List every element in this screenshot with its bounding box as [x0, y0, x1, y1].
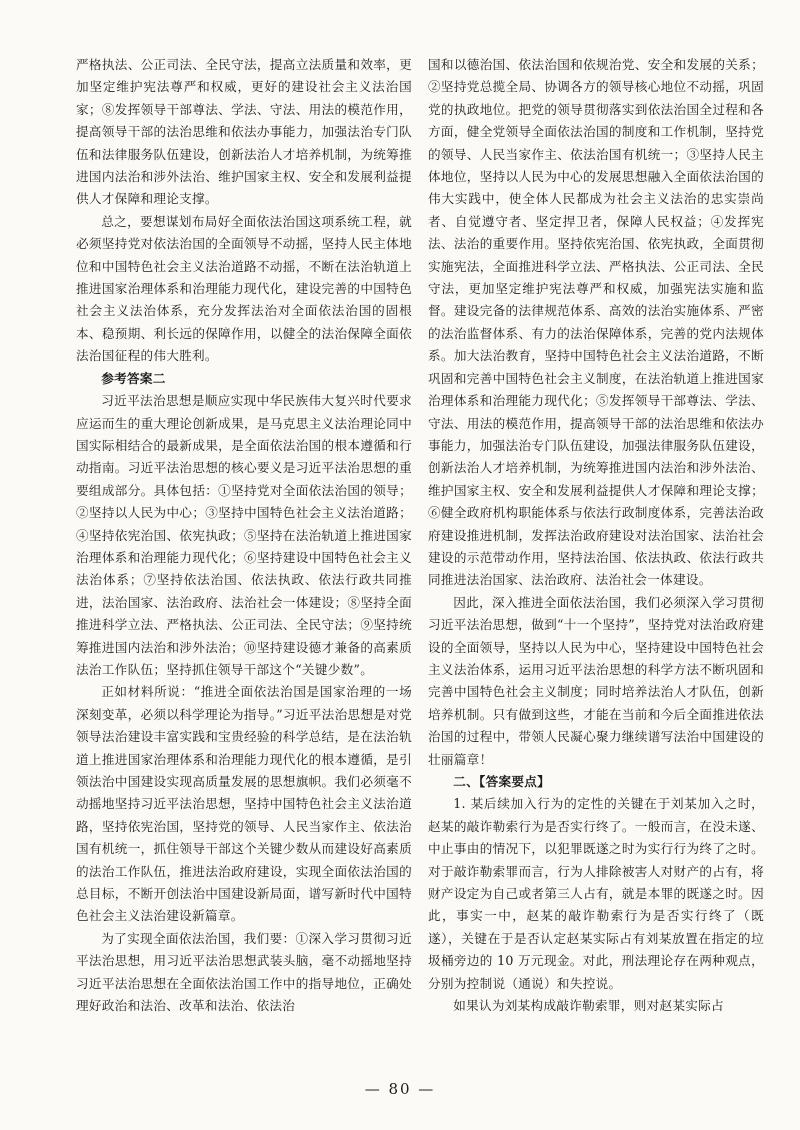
left-column — [76, 54, 412, 1017]
paragraph: 为了实现全面依法治国，我们要：①深入学习贯彻习近平法治思想，用习近平法治思想武装头脑，毫不动摇地坚持习近平法治思想在全面依法治国工作中的指导地位，正确处理好政治和法治、改革和法治、依法治 — [76, 930, 412, 1014]
section-heading: 参考答案二 — [101, 370, 166, 386]
paragraph: 1. 某后续加入行为的定性的关键在于刘某加入之时，赵某的敲诈勒索行为是否实行终了。一般而言，在没未遂、中止事由的情况下，以犯罪既遂之时为实行行为终了之时。对于敲诈勒索罪而言，行为人排除被害人对财产的占有，将财产设定为自己或者第三人占有，就是本罪的既遂之时。因此，事实一中，赵某的敲诈勒索行为是否实行终了（既遂），关键在于是否认定赵某实际占有刘某放置在指定的垃圾桶旁边的 10 万元现金。对此，刑法理论存在两种观点，分别为控制说（通说）和失控说。 — [428, 796, 764, 991]
paragraph: 习近平法治思想是顺应实现中华民族伟大复兴时代要求应运而生的重大理论创新成果，是马克思主义法治理论同中国实际相结合的最新成果，是全面依法治国的根本遵循和行动指南。习近平法治思想的核心要义是习近平法治思想的重要组成部分。具体包括：①坚持党对全面依法治国的领导；②坚持以人民为中心；③坚持中国特色社会主义法治道路；④坚持依宪治国、依宪执政；⑤坚持在法治轨道上推进国家治理体系和治理能力现代化；⑥坚持建设中国特色社会主义法治体系；⑦坚持依法治国、依法执政、依法行政共同推进，法治国家、法治政府、法治社会一体建设；⑧坚持全面推进科学立法、严格执法、公正司法、全民守法；⑨坚持统筹推进国内法治和涉外法治；⑩坚持建设德才兼备的高素质法治工作队伍；坚持抓住领导干部这个“关键少数”。 — [76, 393, 412, 677]
page-number: — 80 — — [364, 1080, 436, 1098]
paragraph: 因此，深入推进全面依法治国，我们必须深入学习贯彻习近平法治思想，做到“十一个坚持”，坚持党对法治政府建设的全面领导，坚持以人民为中心，坚持建设中国特色社会主义法治体系，运用习近平法治思想的科学方法不断巩固和完善中国特色社会主义制度；同时培养法治人才队伍，创新培养机制。只有做到这些，才能在当前和今后全面推进依法治国的过程中，带领人民凝心聚力继续谱写法治中国建设的壮丽篇章！ — [428, 594, 764, 767]
paragraph: 总之，要想谋划布局好全面依法治国这项系统工程，就必须坚持党对依法治国的全面领导不动摇，坚持人民主体地位和中国特色社会主义法治道路不动摇，不断在法治轨道上推进国家治理体系和治理能力现代化，建设完善的中国特色社会主义法治体系，充分发挥法治对全面依法治国的固根本、稳预期、利长远的保障作用，以健全的法治保障全面依法治国征程的伟大胜利。 — [76, 213, 412, 364]
paragraph: 正如材料所说：“推进全面依法治国是国家治理的一场深刻变革，必须以科学理论为指导。”习近平法治思想是对党领导法治建设丰富实践和宝贵经验的科学总结，是在法治轨道上推进国家治理体系和治理能力现代化的根本遵循，是引领法治中国建设实现高质量发展的思想旗帜。我们必须毫不动摇地坚持习近平法治思想，坚持中国特色社会主义法治道路，坚持依宪治国，坚持党的领导、人民当家作主、依法治国有机统一，抓住领导干部这个关键少数从而建设好高素质的法治工作队伍，推进法治政府建设，实现全面依法治国的总目标，不断开创法治中国建设新局面，谱写新时代中国特色社会主义法治建设新篇章。 — [76, 684, 412, 924]
paragraph: 严格执法、公正司法、全民守法，提高立法质量和效率，更加坚定维护宪法尊严和权威，更好的建设社会主义法治国家；⑧发挥领导干部尊法、学法、守法、用法的模范作用，提高领导干部的法治思维和依法办事能力，加强法治专门队伍和法律服务队伍建设，创新法治人才培养机制，为统筹推进国内法治和涉外法治、维护国家主权、安全和发展利益提供人才保障和理论支撑。 — [76, 57, 412, 207]
paragraph: 如果认为刘某构成敲诈勒索罪，则对赵某实际占 — [453, 998, 724, 1014]
section-heading: 二、【答案要点】 — [453, 774, 551, 789]
paragraph: 国和以德治国、依法治国和依规治党、安全和发展的关系；②坚持党总揽全局、协调各方的领导核心地位不动摇，巩固党的执政地位。把党的领导贯彻落实到依法治国全过程和各方面，健全党领导全面依法治国的制度和工作机制，坚持党的领导、人民当家作主、依法治国有机统一；③坚持人民主体地位，坚持以人民为中心的发展思想融入全面依法治国的伟大实践中，使全体人民都成为社会主义法治的忠实崇尚者、自觉遵守者、坚定捍卫者，保障人民权益；④发挥宪法、法治的重要作用。坚持依宪治国、依宪执政，全面贯彻实施宪法，全面推进科学立法、严格执法、公正司法、全民守法，更加坚定维护宪法尊严和权威，加强宪法实施和监督。建设完备的法律规范体系、高效的法治实施体系、严密的法治监督体系、有力的法治保障体系，完善的党内法规体系。加大法治教育，坚持中国特色社会主义法治道路，不断巩固和完善中国特色社会主义制度，在法治轨道上推进国家治理体系和治理能力现代化；⑤发挥领导干部尊法、学法、守法、用法的模范作用，提高领导干部的法治思维和依法办事能力，加强法治专门队伍建设，加强法律服务队伍建设，创新法治人才培养机制，为统筹推进国内法治和涉外法治、维护国家主权、安全和发展利益提供人才保障和理论支撑；⑥健全政府机构职能体系与依法行政制度体系，完善法治政府建设推进机制，发挥法治政府建设对法治国家、法治社会建设的示范带动作用，坚持法治国、依法执政、依法行政共同推进法治国家、法治政府、法治社会一体建设。 — [428, 57, 764, 588]
right-column — [428, 54, 764, 1017]
